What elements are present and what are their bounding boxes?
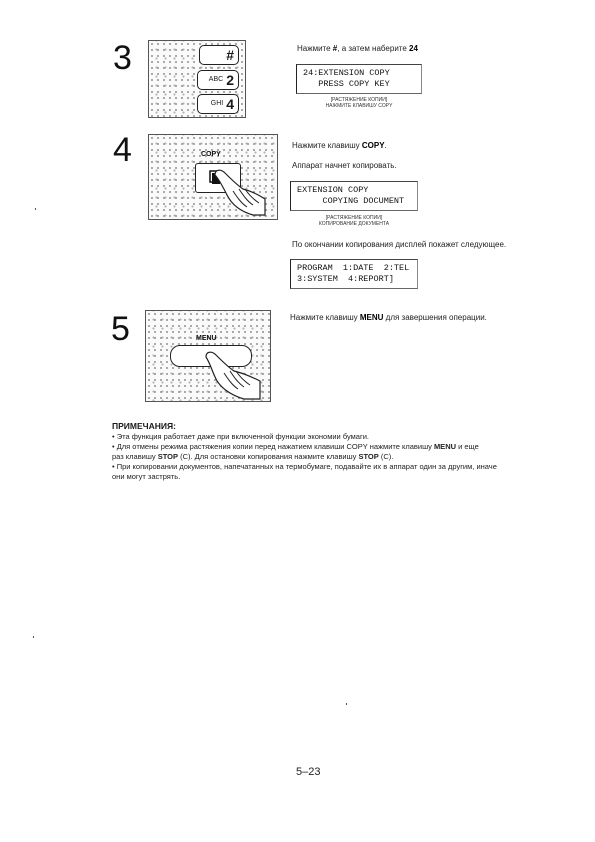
copy-key-label: COPY	[201, 151, 221, 158]
pressing-hand-icon	[209, 169, 269, 219]
pressing-hand-icon	[198, 351, 262, 401]
lcd-line-2: COPYING DOCUMENT	[297, 196, 405, 206]
step-4-lcd-caption: [РАСТЯЖЕНИЕ КОПИИ] КОПИРОВАНИЕ ДОКУМЕНТА	[318, 215, 390, 227]
step-4-menu-lcd-display	[290, 259, 418, 289]
note-line-5: они могут застрять.	[112, 472, 181, 481]
lcd-line-2: PRESS COPY KEY	[303, 79, 390, 89]
note-line-4: • При копировании документов, напечатанных на термобумаге, подавайте их в аппарат один за другим, иначе	[112, 462, 497, 471]
step-5-instruction: Нажмите клавишу MENU для завершения операции.	[290, 313, 487, 322]
scan-speck	[35, 208, 36, 210]
step-3-lcd-display	[296, 64, 422, 94]
step-5-number: 5	[111, 310, 130, 348]
note-line-1: • Эта функция работает даже при включенной функции экономии бумаги.	[112, 432, 369, 441]
key-4	[197, 94, 239, 114]
key-2	[197, 70, 239, 90]
step-4-lcd-display	[290, 181, 418, 211]
scan-speck	[346, 703, 347, 705]
lcd-line-1: 24:EXTENSION COPY	[303, 68, 390, 78]
step-3-instruction: Нажмите #, а затем наберите 24	[297, 44, 418, 53]
lcd-line-1: EXTENSION COPY	[297, 185, 369, 195]
key-2-sub: ABC	[208, 76, 224, 84]
lcd-line-1: PROGRAM 1:DATE 2:TEL	[297, 263, 410, 273]
step-4-after-text: По окончании копирования дисплей покажет следующее.	[292, 240, 507, 249]
key-2-label: 2	[226, 71, 234, 88]
step-5-menu-key-illustration	[145, 310, 271, 402]
step-3-lcd-caption: [РАСТЯЖЕНИЕ КОПИИ] НАЖМИТЕ КЛАВИШУ COPY	[325, 97, 393, 109]
note-line-2: • Для отмены режима растяжения копии перед нажатием клавиши COPY нажмите клавишу MENU и еще	[112, 442, 479, 451]
key-4-label: 4	[226, 95, 234, 112]
step-3-number: 3	[113, 39, 132, 77]
notes-title: ПРИМЕЧАНИЯ:	[112, 421, 176, 431]
step-4-instruction: Нажмите клавишу COPY.	[292, 141, 387, 150]
page-number: 5–23	[296, 766, 321, 778]
step-4-status-text: Аппарат начнет копировать.	[292, 161, 397, 170]
note-line-3: раз клавишу STOP (C). Для остановки копирования нажмите клавишу STOP (C).	[112, 452, 394, 461]
menu-key-label: MENU	[196, 335, 217, 342]
step-4-copy-key-illustration	[148, 134, 278, 220]
key-hash	[199, 45, 239, 65]
key-hash-label: #	[226, 46, 234, 63]
lcd-line-2: 3:SYSTEM 4:REPORT]	[297, 274, 394, 284]
step-3-keypad-illustration	[148, 40, 246, 118]
scan-speck	[33, 636, 34, 638]
step-4-number: 4	[113, 131, 132, 169]
key-4-sub: GHI	[210, 100, 224, 108]
notes-list	[112, 432, 552, 482]
